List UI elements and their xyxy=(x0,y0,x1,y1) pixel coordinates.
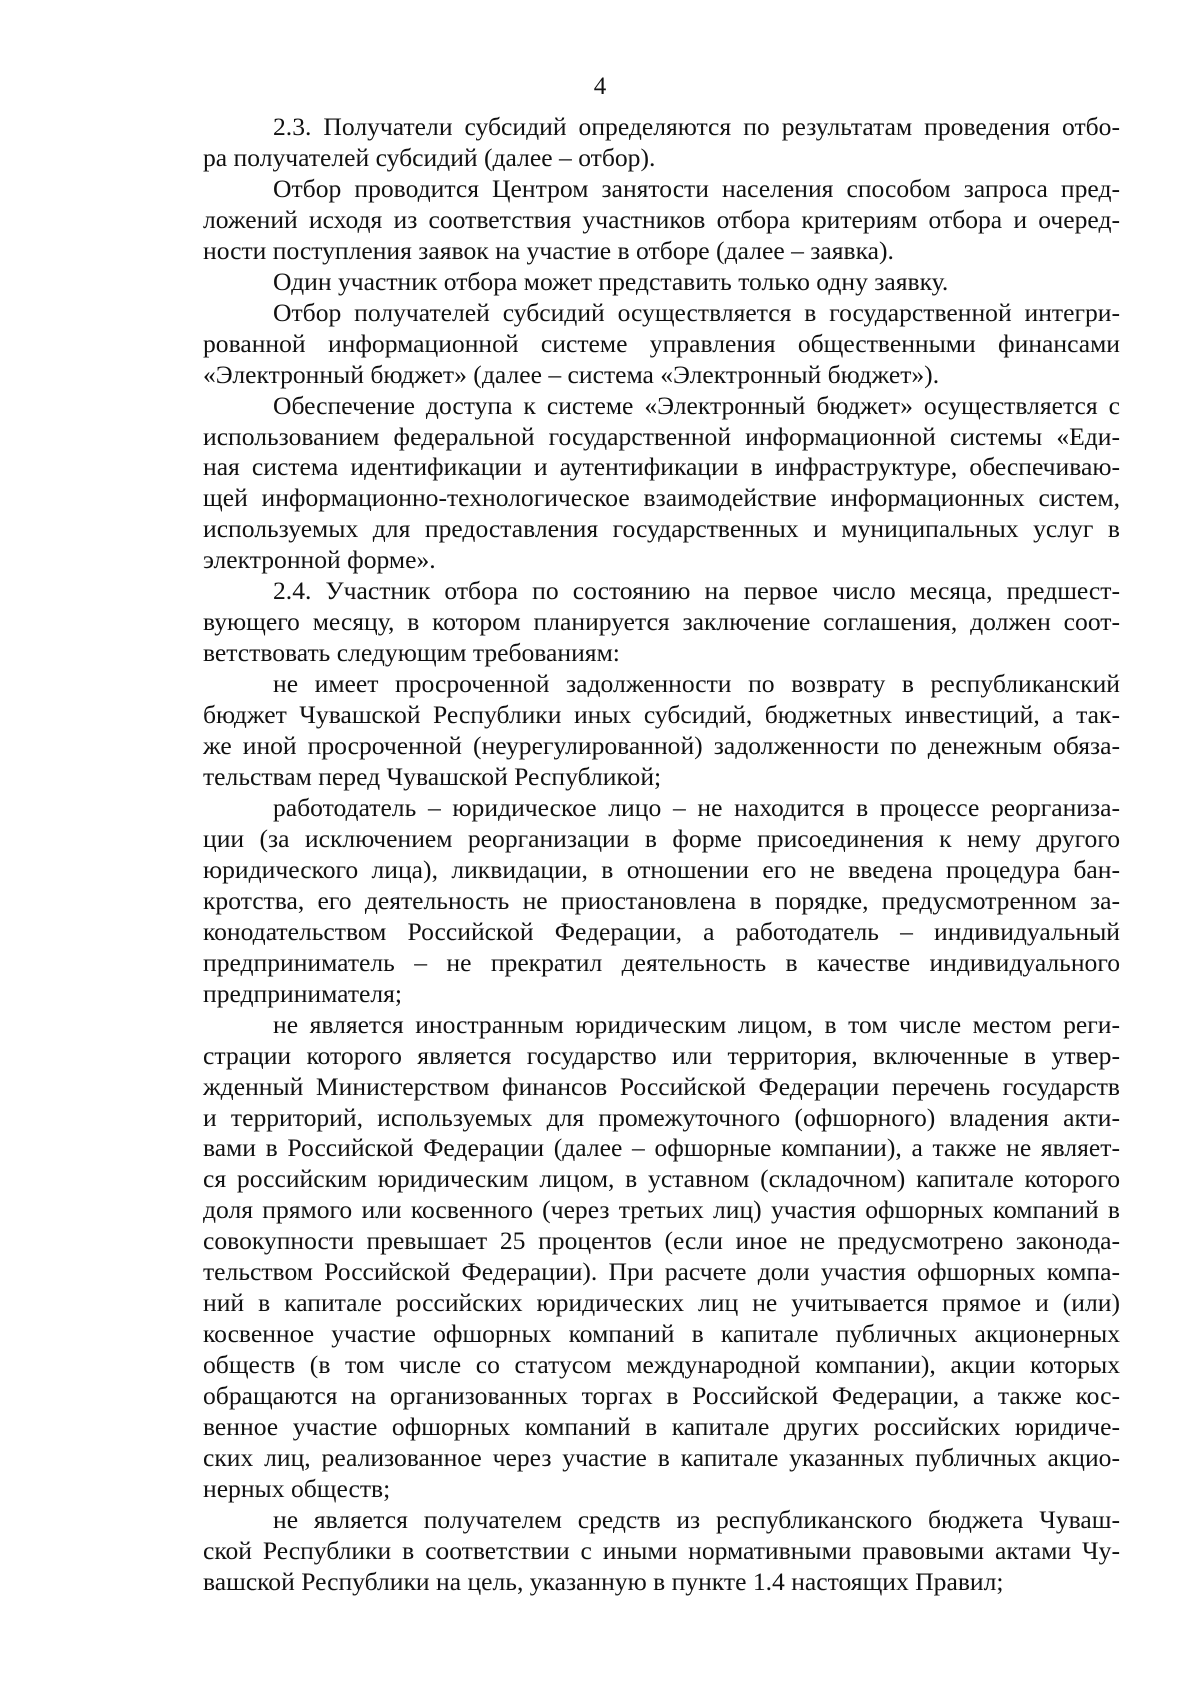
text-line xyxy=(203,1443,1120,1474)
text-line xyxy=(203,112,1120,143)
text-line xyxy=(203,917,1120,948)
text-line-content: ции (за исключением реорганизации в форме присоединения к нему другого xyxy=(203,823,1120,853)
text-line xyxy=(203,607,1120,638)
text-line xyxy=(203,298,1120,329)
text-line-content: ра получателей субсидий (далее – отбор). xyxy=(203,142,656,172)
text-line-content: не имеет просроченной задолженности по возврату в республиканский xyxy=(273,669,1120,699)
text-line-content: доля прямого или косвенного (через третьих лиц) участия офшорных компаний в xyxy=(203,1195,1120,1225)
text-line xyxy=(203,669,1120,700)
text-line-content: тельством Российской Федерации). При расчете доли участия офшорных компа- xyxy=(203,1257,1120,1287)
text-line-content: предпринимателя; xyxy=(203,978,403,1008)
text-line-content: ная система идентификации и аутентификации в инфраструктуре, обеспечиваю- xyxy=(203,452,1120,482)
text-line xyxy=(203,1412,1120,1443)
text-line-content: тельствам перед Чувашской Республикой; xyxy=(203,762,662,792)
text-line-content: использованием федеральной государственной информационной системы «Еди- xyxy=(203,421,1120,451)
text-line xyxy=(203,452,1120,483)
text-line xyxy=(203,886,1120,917)
text-line-content: ветствовать следующим требованиям: xyxy=(203,638,620,668)
text-line-content: используемых для предоставления государственных и муниципальных услуг в xyxy=(203,514,1120,544)
text-line-content: кротства, его деятельность не приостановлена в порядке, предусмотренном за- xyxy=(203,885,1120,915)
text-line-content: щей информационно-технологическое взаимодействие информационных систем, xyxy=(203,483,1120,513)
text-line-content: «Электронный бюджет» (далее – система «Электронный бюджет»). xyxy=(203,359,940,389)
text-line-content: венное участие офшорных компаний в капитале других российских юридиче- xyxy=(203,1412,1120,1442)
text-line xyxy=(203,236,1120,267)
text-line xyxy=(203,545,1120,576)
text-line xyxy=(203,174,1120,205)
text-line-content: 2.4. Участник отбора по состоянию на первое число месяца, предшест- xyxy=(273,576,1120,606)
text-line-content: же иной просроченной (неурегулированной) задолженности по денежным обяза- xyxy=(203,731,1120,761)
text-line xyxy=(203,391,1120,422)
text-line-content: ности поступления заявок на участие в отборе (далее – заявка). xyxy=(203,235,894,265)
text-line xyxy=(203,1010,1120,1041)
text-line-content: Обеспечение доступа к системе «Электронный бюджет» осуществляется с xyxy=(273,390,1120,420)
text-line xyxy=(203,1567,1120,1598)
text-line xyxy=(203,483,1120,514)
text-line-content: ся российским юридическим лицом, в уставном (складочном) капитале которого xyxy=(203,1164,1120,1194)
text-line xyxy=(203,1226,1120,1257)
text-line-content: вашской Республики на цель, указанную в пункте 1.4 настоящих Правил; xyxy=(203,1566,1004,1596)
text-line-content: ложений исходя из соответствия участников отбора критериям отбора и очеред- xyxy=(203,204,1120,234)
text-line-content: конодательством Российской Федерации, а работодатель – индивидуальный xyxy=(203,916,1120,946)
text-line-content: ний в капитале российских юридических лиц не учитывается прямое и (или) xyxy=(203,1288,1120,1318)
text-line xyxy=(203,1133,1120,1164)
text-line xyxy=(203,1041,1120,1072)
text-line-content: вами в Российской Федерации (далее – офшорные компании), а также не являет- xyxy=(203,1133,1120,1163)
text-line xyxy=(203,422,1120,453)
text-line xyxy=(203,1350,1120,1381)
text-line-content: косвенное участие офшорных компаний в капитале публичных акционерных xyxy=(203,1319,1120,1349)
text-line xyxy=(203,360,1120,391)
text-line-content: рованной информационной системе управления общественными финансами xyxy=(203,328,1120,358)
text-line xyxy=(203,1505,1120,1536)
text-line xyxy=(203,1536,1120,1567)
text-line-content: и территорий, используемых для промежуточного (офшорного) владения акти- xyxy=(203,1102,1120,1132)
text-line-content: жденный Министерством финансов Российской Федерации перечень государств xyxy=(203,1071,1120,1101)
text-line-content: обществ (в том числе со статусом международной компании), акции которых xyxy=(203,1350,1120,1380)
text-line-content: не является получателем средств из республиканского бюджета Чуваш- xyxy=(273,1504,1120,1534)
text-line xyxy=(203,514,1120,545)
text-line xyxy=(203,855,1120,886)
text-line xyxy=(203,1103,1120,1134)
text-line-content: ской Республики в соответствии с иными нормативными правовыми актами Чу- xyxy=(203,1535,1120,1565)
text-line-content: Отбор проводится Центром занятости населения способом запроса пред- xyxy=(273,173,1120,203)
text-line-content: обращаются на организованных торгах в Российской Федерации, а также кос- xyxy=(203,1381,1120,1411)
text-line-content: ских лиц, реализованное через участие в капитале указанных публичных акцио- xyxy=(203,1442,1120,1472)
text-line xyxy=(203,1072,1120,1103)
text-line-content: 2.3. Получатели субсидий определяются по результатам проведения отбо- xyxy=(273,112,1120,141)
text-line-content: юридического лица), ликвидации, в отношении его не введена процедура бан- xyxy=(203,854,1120,884)
text-line xyxy=(203,1257,1120,1288)
page-number: 4 xyxy=(593,73,607,100)
text-line xyxy=(203,1474,1120,1505)
text-line-content: Один участник отбора может представить только одну заявку. xyxy=(273,266,949,296)
text-line xyxy=(203,143,1120,174)
text-line xyxy=(203,205,1120,236)
text-line xyxy=(203,1381,1120,1412)
text-line xyxy=(203,1288,1120,1319)
text-line-content: предприниматель – не прекратил деятельность в качестве индивидуального xyxy=(203,947,1120,977)
text-line-content: совокупности превышает 25 процентов (если иное не предусмотрено законода- xyxy=(203,1226,1120,1256)
text-line-content: Отбор получателей субсидий осуществляется в государственной интегри- xyxy=(273,297,1120,327)
text-line-content: вующего месяцу, в котором планируется заключение соглашения, должен соот- xyxy=(203,607,1120,637)
text-line xyxy=(203,731,1120,762)
text-line xyxy=(203,1195,1120,1226)
text-line xyxy=(203,267,1120,298)
text-line xyxy=(203,638,1120,669)
text-line xyxy=(203,700,1120,731)
text-line xyxy=(203,576,1120,607)
text-line-content: не является иностранным юридическим лицом, в том числе местом реги- xyxy=(273,1009,1120,1039)
text-line-content: бюджет Чувашской Республики иных субсидий, бюджетных инвестиций, а так- xyxy=(203,700,1120,730)
text-line xyxy=(203,979,1120,1010)
text-line xyxy=(203,824,1120,855)
text-line xyxy=(203,793,1120,824)
text-line xyxy=(203,762,1120,793)
text-line xyxy=(203,1164,1120,1195)
text-line-content: нерных обществ; xyxy=(203,1473,391,1503)
text-line-content: работодатель – юридическое лицо – не находится в процессе реорганиза- xyxy=(273,792,1120,822)
text-line-content: страции которого является государство или территория, включенные в утвер- xyxy=(203,1040,1120,1070)
text-line xyxy=(203,329,1120,360)
document-body xyxy=(203,112,1120,1598)
text-line-content: электронной форме». xyxy=(203,545,436,575)
text-line xyxy=(203,1319,1120,1350)
text-line xyxy=(203,948,1120,979)
